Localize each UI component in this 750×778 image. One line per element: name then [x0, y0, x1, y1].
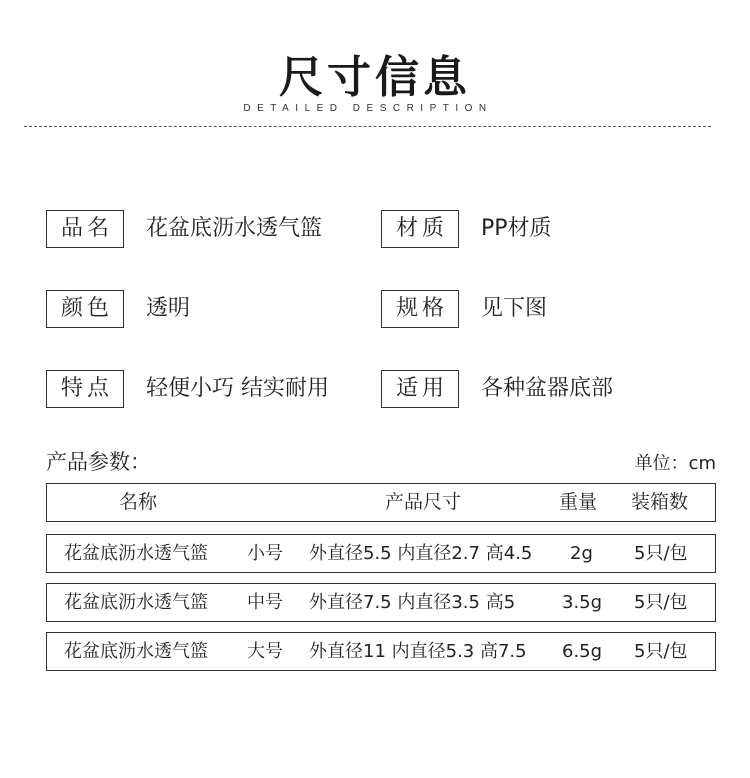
dimensions: 外直径7.5 内直径3.5 高5: [309, 592, 516, 613]
size-label: 小号: [247, 543, 283, 564]
column-header-dimensions: 产品尺寸: [385, 491, 462, 513]
packing: 5只/包: [634, 592, 688, 613]
spec-feature-value: 轻便小巧 结实耐用: [146, 376, 329, 401]
table-row: [46, 583, 716, 622]
packing: 5只/包: [634, 543, 688, 564]
packing: 5只/包: [634, 641, 688, 662]
unit-label: 单位：cm: [634, 453, 716, 474]
spec-size-label: 规格: [381, 290, 459, 328]
spec-color-label: 颜色: [46, 290, 124, 328]
spec-feature-label: 特点: [46, 370, 124, 408]
dotted-divider: [24, 126, 711, 127]
dimensions: 外直径11 内直径5.3 高7.5: [309, 641, 527, 662]
params-title: 产品参数：: [46, 450, 151, 474]
weight: 2g: [570, 543, 593, 564]
page-subtitle: DETAILED DESCRIPTION: [243, 103, 493, 114]
product-name: 花盆底沥水透气篮: [64, 641, 208, 662]
spec-usage-value: 各种盆器底部: [481, 376, 614, 401]
table-header: [46, 483, 716, 522]
spec-color-value: 透明: [146, 296, 191, 321]
product-name: 花盆底沥水透气篮: [64, 592, 208, 613]
spec-material-value: PP材质: [481, 216, 552, 241]
column-header-weight: 重量: [559, 491, 598, 513]
column-header-packing: 装箱数: [631, 491, 689, 513]
spec-name-label: 品名: [46, 210, 124, 248]
spec-name-value: 花盆底沥水透气篮: [146, 216, 323, 241]
column-header-name: 名称: [119, 491, 158, 513]
table-row: [46, 632, 716, 671]
page-title: 尺寸信息: [279, 52, 471, 103]
table-row: [46, 534, 716, 573]
spec-usage-label: 适用: [381, 370, 459, 408]
weight: 6.5g: [562, 641, 603, 662]
weight: 3.5g: [562, 592, 603, 613]
spec-size-value: 见下图: [481, 296, 548, 321]
size-label: 大号: [247, 641, 283, 662]
size-label: 中号: [247, 592, 283, 613]
dimensions: 外直径5.5 内直径2.7 高4.5: [309, 543, 533, 564]
product-name: 花盆底沥水透气篮: [64, 543, 208, 564]
spec-material-label: 材质: [381, 210, 459, 248]
